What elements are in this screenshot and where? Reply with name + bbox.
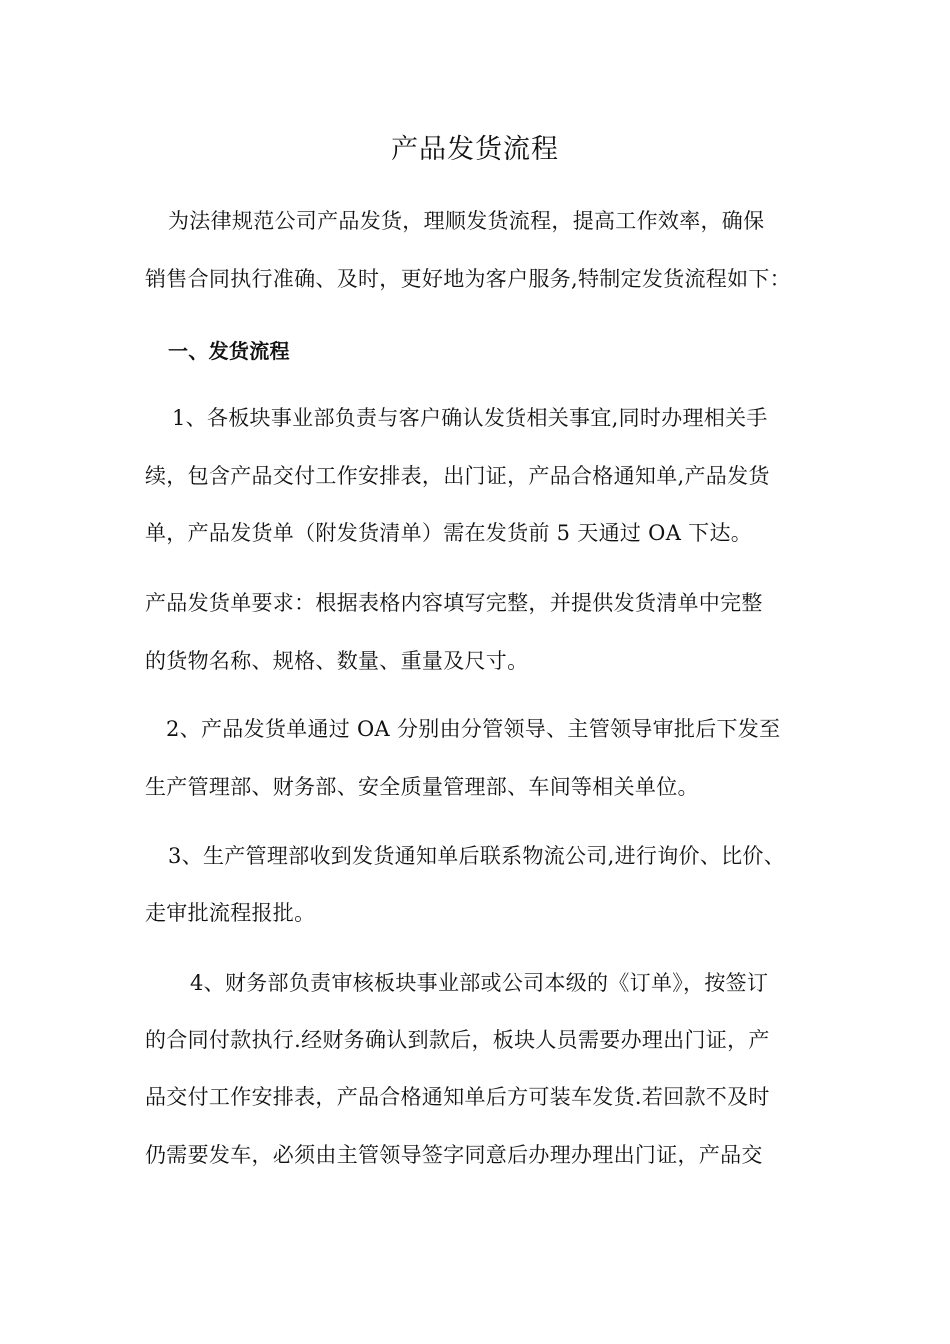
step-4-line-4: 仍需要发车，必须由主管领导签字同意后办理办理出门证，产品交 (145, 1143, 763, 1167)
step-2-line-1: 2、产品发货单通过 OA 分别由分管领导、主管领导审批后下发至 (166, 717, 781, 741)
intro-line-2: 销售合同执行准确、及时，更好地为客户服务,特制定发货流程如下： (145, 267, 791, 291)
requirement-line-2: 的货物名称、规格、数量、重量及尺寸。 (145, 649, 529, 673)
step-4-line-1: 4、财务部负责审核板块事业部或公司本级的《订单》，按签订 (190, 971, 769, 995)
step-4-line-2: 的合同付款执行.经财务确认到款后，板块人员需要办理出门证，产 (145, 1028, 770, 1052)
step-3-line-1: 3、生产管理部收到发货通知单后联系物流公司,进行询价、比价、 (168, 844, 786, 868)
step-1-line-2: 续，包含产品交付工作安排表，出门证，产品合格通知单,产品发货 (145, 464, 770, 488)
step-1-line-1: 1、各板块事业部负责与客户确认发货相关事宜,同时办理相关手 (172, 406, 768, 430)
step-3-line-2: 走审批流程报批。 (145, 901, 316, 925)
requirement-line-1: 产品发货单要求：根据表格内容填写完整，并提供发货清单中完整 (145, 591, 763, 615)
section-heading: 一、发货流程 (168, 339, 290, 363)
step-1-line-3: 单，产品发货单（附发货清单）需在发货前 5 天通过 OA 下达。 (145, 521, 753, 545)
step-2-line-2: 生产管理部、财务部、安全质量管理部、车间等相关单位。 (145, 775, 699, 799)
document-title: 产品发货流程 (391, 134, 559, 165)
step-4-line-3: 品交付工作安排表，产品合格通知单后方可装车发货.若回款不及时 (145, 1085, 770, 1109)
intro-line-1: 为法律规范公司产品发货，理顺发货流程，提高工作效率，确保 (168, 209, 765, 233)
